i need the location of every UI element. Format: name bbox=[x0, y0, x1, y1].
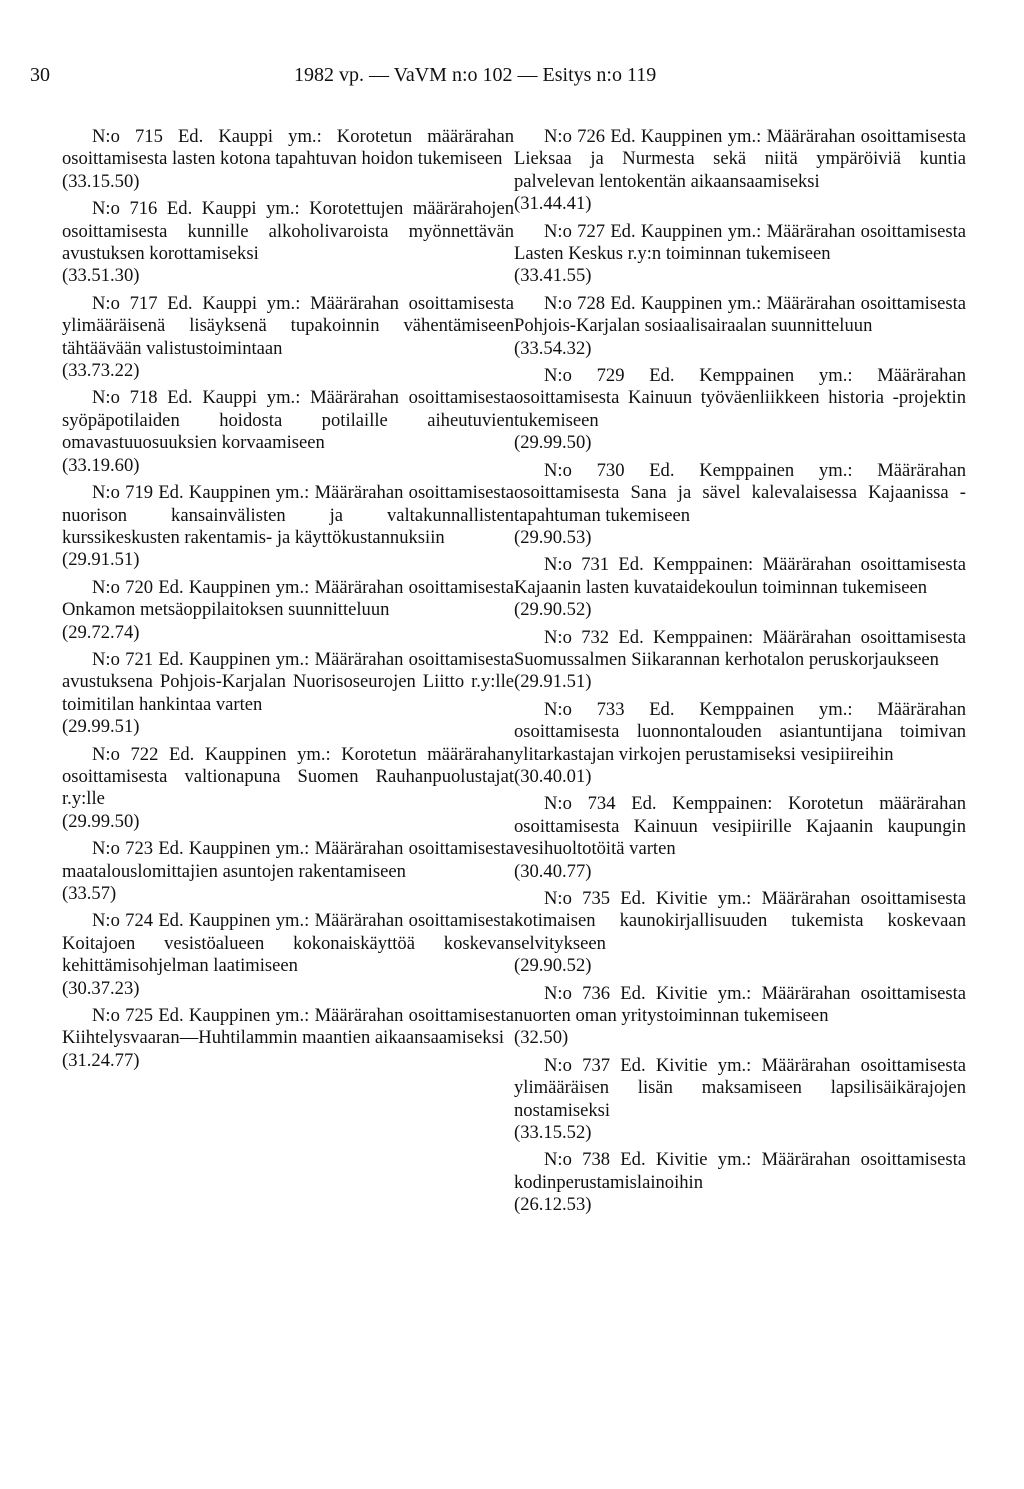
motion-entry bbox=[514, 1149, 966, 1216]
budget-code: (29.99.50) bbox=[62, 810, 140, 832]
motion-entry bbox=[514, 793, 966, 883]
motion-entry bbox=[514, 365, 966, 455]
motion-text: N:o 723 Ed. Kauppinen ym.: Määrärahan osoittamisesta maatalouslomittajien asuntojen rakentamiseen bbox=[62, 838, 514, 882]
motion-entry bbox=[62, 387, 514, 477]
motion-entry bbox=[62, 1005, 514, 1072]
motion-text: N:o 730 Ed. Kemppainen ym.: Määrärahan osoittamisesta Sana ja sävel kalevalaisessa Kajaanissa -tapahtuman tukemiseen bbox=[514, 459, 966, 526]
motion-entry bbox=[62, 744, 514, 834]
motion-entry bbox=[514, 983, 966, 1050]
motion-text: N:o 716 Ed. Kauppi ym.: Korotettujen määrärahojen osoittamisesta kunnille alkoholivaroista myönnettävän avustuksen korottamiseksi bbox=[62, 198, 514, 265]
page-number: 30 bbox=[30, 64, 50, 86]
motion-text: N:o 734 Ed. Kemppainen: Korotetun määrärahan osoittamisesta Kainuun vesipiirille Kajaanin kaupungin vesihuoltotöitä varten bbox=[514, 793, 966, 860]
budget-code: (29.91.51) bbox=[62, 549, 140, 571]
motion-text: N:o 732 Ed. Kemppainen: Määrärahan osoittamisesta Suomussalmen Siikarannan kerhotalon peruskorjaukseen bbox=[514, 626, 966, 670]
motion-entry bbox=[514, 221, 966, 288]
motion-text: N:o 729 Ed. Kemppainen ym.: Määrärahan osoittamisesta Kainuun työväenliikkeen historia -projektin tukemiseen bbox=[514, 365, 966, 431]
motion-text: N:o 737 Ed. Kivitie ym.: Määrärahan osoittamisesta ylimääräisen lisän maksamiseen lapsilisäikärajojen nostamiseksi bbox=[514, 1054, 966, 1121]
motion-entry bbox=[514, 699, 966, 789]
budget-code: (29.72.74) bbox=[62, 621, 140, 643]
motion-entry bbox=[62, 577, 514, 644]
motion-text: N:o 733 Ed. Kemppainen ym.: Määrärahan osoittamisesta luonnontalouden asiantuntijana toimivan ylitarkastajan virkojen perustamiseksi vesipiireihin bbox=[514, 698, 966, 765]
motion-entry bbox=[514, 627, 966, 694]
motion-text: N:o 738 Ed. Kivitie ym.: Määrärahan osoittamisesta kodinperustamislainoihin bbox=[514, 1149, 966, 1193]
motion-text: N:o 718 Ed. Kauppi ym.: Määrärahan osoittamisesta syöpäpotilaiden hoidosta potilaille aiheutuvien omavastuuosuuksien korvaamiseen bbox=[62, 387, 514, 454]
motion-entry bbox=[62, 910, 514, 1000]
motion-text: N:o 731 Ed. Kemppainen: Määrärahan osoittamisesta Kajaanin lasten kuvataidekoulun toiminnan tukemiseen bbox=[514, 554, 966, 598]
motion-text: N:o 736 Ed. Kivitie ym.: Määrärahan osoittamisesta nuorten oman yritystoiminnan tukemiseen bbox=[514, 982, 966, 1027]
budget-code: (33.15.52) bbox=[514, 1122, 592, 1144]
budget-code: (29.90.52) bbox=[514, 599, 592, 621]
budget-code: (33.41.55) bbox=[514, 265, 592, 287]
motion-text: N:o 735 Ed. Kivitie ym.: Määrärahan osoittamisesta kotimaisen kaunokirjallisuuden tukemista koskevaan selvitykseen bbox=[514, 888, 966, 954]
budget-code: (30.40.77) bbox=[514, 860, 592, 882]
budget-code: (30.40.01) bbox=[514, 765, 592, 787]
motion-text: N:o 728 Ed. Kauppinen ym.: Määrärahan osoittamisesta Pohjois-Karjalan sosiaalisairaalan suunnitteluun bbox=[514, 292, 966, 337]
motion-text: N:o 726 Ed. Kauppinen ym.: Määrärahan osoittamisesta Lieksaa ja Nurmesta sekä niitä ympäröiviä kuntia palvelevan lentokentän aikaansaamiseksi bbox=[514, 126, 966, 192]
left-column bbox=[62, 126, 514, 1077]
motion-text: N:o 722 Ed. Kauppinen ym.: Korotetun määrärahan osoittamisesta valtionapuna Suomen Rauhanpuolustajat r.y:lle bbox=[62, 743, 514, 810]
motion-text: N:o 727 Ed. Kauppinen ym.: Määrärahan osoittamisesta Lasten Keskus r.y:n toiminnan tukemiseen bbox=[514, 220, 966, 265]
motion-entry bbox=[514, 888, 966, 978]
motion-text: N:o 719 Ed. Kauppinen ym.: Määrärahan osoittamisesta nuorison kansainvälisten ja valtakunnallisten kurssikeskusten rakentamis- ja käyttökustannuksiin bbox=[62, 482, 514, 548]
budget-code: (33.19.60) bbox=[62, 454, 140, 476]
motion-entry bbox=[62, 838, 514, 905]
motion-text: N:o 717 Ed. Kauppi ym.: Määrärahan osoittamisesta ylimääräisenä lisäyksenä tupakoinnin vähentämiseen tähtäävään valistustoimintaan bbox=[62, 292, 514, 359]
motion-text: N:o 720 Ed. Kauppinen ym.: Määrärahan osoittamisesta Onkamon metsäoppilaitoksen suunnitteluun bbox=[62, 576, 514, 621]
page-header bbox=[30, 64, 730, 94]
budget-code: (29.99.51) bbox=[62, 716, 140, 738]
motion-entry bbox=[514, 460, 966, 550]
motion-entry bbox=[62, 198, 514, 288]
motion-entry bbox=[62, 482, 514, 572]
budget-code: (33.51.30) bbox=[62, 265, 140, 287]
motion-text: N:o 725 Ed. Kauppinen ym.: Määrärahan osoittamisesta Kiihtelysvaaran—Huhtilammin maantien aikaansaamiseksi bbox=[62, 1005, 514, 1049]
budget-code: (32.50) bbox=[514, 1027, 569, 1049]
budget-code: (33.73.22) bbox=[62, 360, 140, 382]
budget-code: (33.57) bbox=[62, 883, 117, 904]
budget-code: (30.37.23) bbox=[62, 977, 140, 999]
budget-code: (33.54.32) bbox=[514, 337, 592, 359]
budget-code: (31.24.77) bbox=[62, 1049, 140, 1071]
budget-code: (29.91.51) bbox=[514, 671, 592, 693]
budget-code: (29.90.52) bbox=[514, 955, 592, 977]
budget-code: (29.99.50) bbox=[514, 432, 592, 454]
motion-entry bbox=[514, 126, 966, 216]
motion-text: N:o 724 Ed. Kauppinen ym.: Määrärahan osoittamisesta Koitajoen vesistöalueen kokonaiskäyttöä koskevan kehittämisohjelman laatimiseen bbox=[62, 910, 514, 977]
motion-entry bbox=[62, 293, 514, 383]
running-title: 1982 vp. — VaVM n:o 102 — Esitys n:o 119 bbox=[294, 64, 657, 86]
budget-code: (26.12.53) bbox=[514, 1194, 592, 1216]
budget-code: (31.44.41) bbox=[514, 193, 592, 215]
motion-entry bbox=[514, 1055, 966, 1145]
motion-entry bbox=[62, 126, 514, 193]
motion-entry bbox=[62, 649, 514, 739]
motion-text: N:o 721 Ed. Kauppinen ym.: Määrärahan osoittamisesta avustuksena Pohjois-Karjalan Nuorisoseurojen Liitto r.y:lle toimitilan hankintaa varten bbox=[62, 648, 514, 715]
motion-text: N:o 715 Ed. Kauppi ym.: Korotetun määrärahan osoittamisesta lasten kotona tapahtuvan hoidon tukemiseen bbox=[62, 126, 514, 170]
budget-code: (33.15.50) bbox=[62, 170, 140, 192]
right-column bbox=[514, 126, 966, 1222]
motion-entry bbox=[514, 554, 966, 621]
motion-entry bbox=[514, 293, 966, 360]
budget-code: (29.90.53) bbox=[514, 526, 592, 548]
